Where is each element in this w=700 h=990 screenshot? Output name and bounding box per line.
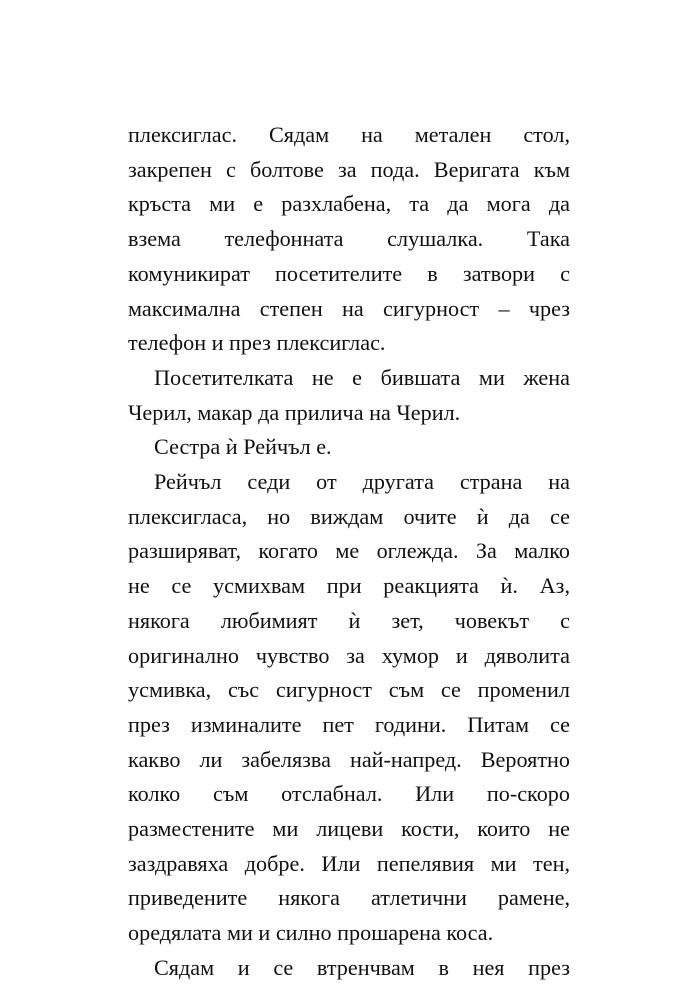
text-line: заздравяха добре. Или пепелявия ми тен, <box>128 850 570 876</box>
text-line: кръста ми е разхлабена, та да мога да <box>128 191 570 217</box>
text-line: разместените ми лицеви кости, които не <box>128 816 570 842</box>
text-line: усмивка, със сигурност съм се променил <box>128 677 570 703</box>
text-line: закрепен с болтове за пода. Веригата към <box>128 156 570 182</box>
text-line: плексиглас. Сядам на метален стол, <box>128 122 570 147</box>
paragraph <box>128 951 570 986</box>
text-line: взема телефонната слушалка. Така <box>128 226 570 252</box>
text-line: Сядам и се втренчвам в нея през <box>154 954 570 980</box>
paragraph <box>128 118 570 361</box>
text-line: разширяват, когато ме оглежда. За малко <box>128 538 570 564</box>
text-line: Посетителката не е бившата ми жена <box>154 364 570 390</box>
text-line: колко съм отслабнал. Или по-скоро <box>128 781 570 807</box>
text-line: не се усмихвам при реакцията ѝ. Аз, <box>128 573 570 599</box>
text-line: Рейчъл седи от другата страна на <box>154 469 570 495</box>
text-line: оредялата ми и силно прошарена коса. <box>128 920 494 946</box>
paragraph <box>128 361 570 430</box>
paragraph <box>128 430 570 465</box>
text-line: комуникират посетителите в затвори с <box>128 260 570 286</box>
text-line: приведените някога атлетични рамене, <box>128 885 570 911</box>
text-line: какво ли забелязва най-напред. Вероятно <box>128 746 570 772</box>
text-line: някога любимият ѝ зет, човекът с <box>128 607 570 633</box>
body-text <box>128 118 570 986</box>
text-line: телефон и през плексиглас. <box>128 330 386 356</box>
paragraph <box>128 465 570 951</box>
text-line: плексигласа, но виждам очите ѝ да се <box>128 503 570 529</box>
text-line: Черил, макар да прилича на Черил. <box>128 399 461 425</box>
text-line: през изминалите пет години. Питам се <box>128 711 570 737</box>
text-line: максимална степен на сигурност – чрез <box>128 295 570 321</box>
text-line: Сестра ѝ Рейчъл е. <box>154 434 332 460</box>
text-line: оригинално чувство за хумор и дяволита <box>128 642 570 668</box>
